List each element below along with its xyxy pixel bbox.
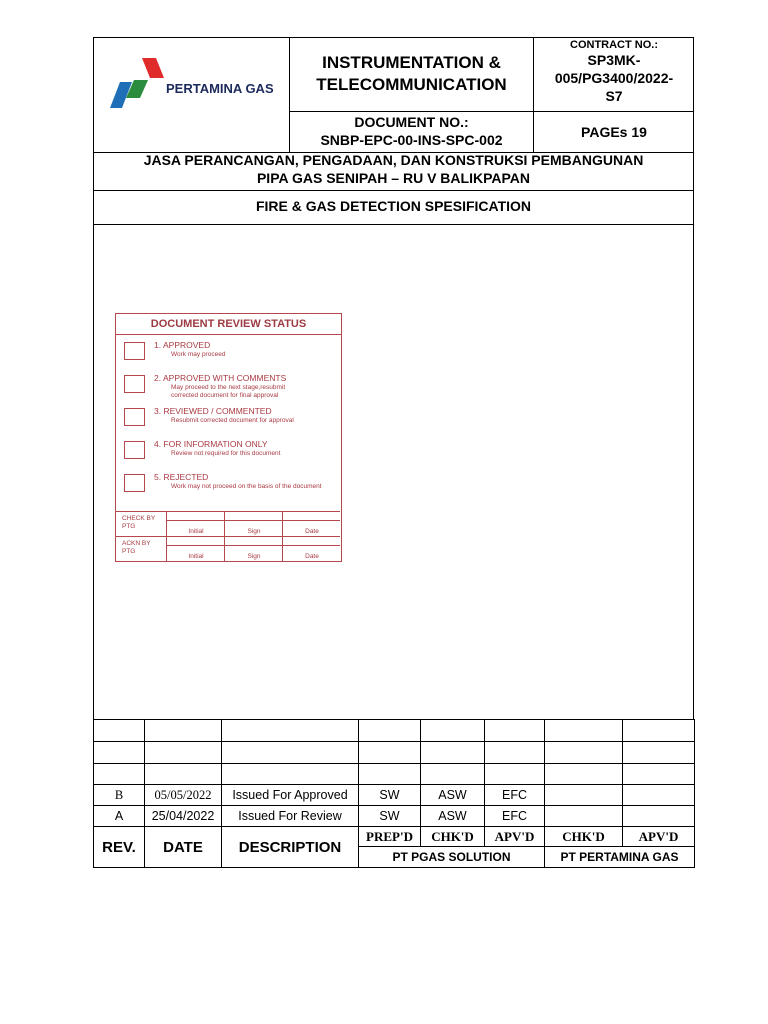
review-option-label: 3. REVIEWED / COMMENTED bbox=[154, 406, 272, 416]
contract-line1: SP3MK- bbox=[587, 52, 641, 68]
date-cell bbox=[282, 537, 341, 561]
review-checkbox bbox=[124, 474, 145, 492]
check-by-row bbox=[116, 511, 340, 536]
document-label: DOCUMENT NO.: bbox=[354, 114, 469, 130]
check-by-label-line1: CHECK BY bbox=[122, 515, 156, 522]
review-option-label: 2. APPROVED WITH COMMENTS bbox=[154, 373, 287, 383]
document-title: FIRE & GAS DETECTION SPESIFICATION bbox=[255, 197, 532, 214]
chkd-cell: ASW bbox=[421, 785, 485, 806]
pertamina-logo-icon bbox=[108, 56, 168, 116]
review-option-note: Resubmit corrected document for approval bbox=[171, 417, 294, 424]
pages-count: PAGEs 19 bbox=[581, 124, 647, 140]
owner-chkd-cell bbox=[545, 806, 623, 827]
apvd-header: APV'D bbox=[485, 827, 545, 847]
check-by-label bbox=[122, 515, 162, 531]
initial-label: Initial bbox=[188, 528, 204, 535]
review-option-note: Review not required for this document bbox=[171, 450, 281, 457]
contract-line2: 005/PG3400/2022- bbox=[554, 70, 674, 86]
prepd-header: PREP'D bbox=[359, 827, 421, 847]
apvd-cell: EFC bbox=[485, 806, 545, 827]
initial-cell bbox=[166, 537, 225, 561]
review-option-label: 4. FOR INFORMATION ONLY bbox=[154, 439, 268, 449]
date-cell: 05/05/2022 bbox=[145, 785, 222, 806]
contract-label: CONTRACT NO.: bbox=[570, 39, 658, 51]
owner-apvd-header: APV'D bbox=[623, 827, 695, 847]
rev-cell: A bbox=[94, 806, 145, 827]
title-bottom-line bbox=[93, 224, 694, 225]
owner-header: PT PERTAMINA GAS bbox=[545, 847, 695, 868]
date-label: Date bbox=[305, 528, 319, 535]
description-cell: Issued For Review bbox=[222, 806, 359, 827]
review-option-label: 1. APPROVED bbox=[154, 340, 211, 350]
date-cell bbox=[282, 512, 341, 536]
review-status-stamp bbox=[115, 313, 342, 562]
table-header-row bbox=[94, 827, 695, 847]
project-name-line1: JASA PERANCANGAN, PENGADAAN, DAN KONSTRUKSI PEMBANGUNAN bbox=[143, 152, 644, 168]
project-name-line2: PIPA GAS SENIPAH – RU V BALIKPAPAN bbox=[256, 170, 531, 186]
review-option-note-line2: corrected document for final approval bbox=[171, 392, 279, 399]
contract-line3: S7 bbox=[605, 88, 623, 104]
sign-label: Sign bbox=[247, 553, 261, 560]
rev-cell: B bbox=[94, 785, 145, 806]
table-row bbox=[94, 720, 695, 742]
ackn-by-row bbox=[116, 536, 340, 561]
review-option-note bbox=[171, 384, 285, 400]
rev-header: REV. bbox=[94, 827, 145, 868]
table-row bbox=[94, 742, 695, 764]
review-option-note: Work may proceed bbox=[171, 351, 226, 358]
prepd-cell: SW bbox=[359, 785, 421, 806]
description-cell: Issued For Approved bbox=[222, 785, 359, 806]
review-checkbox bbox=[124, 342, 145, 360]
sign-cell bbox=[224, 512, 283, 536]
sign-label: Sign bbox=[247, 528, 261, 535]
prepd-cell: SW bbox=[359, 806, 421, 827]
ackn-by-label-line2: PTG bbox=[122, 548, 136, 555]
owner-apvd-cell bbox=[623, 806, 695, 827]
company-logo-text: PERTAMINA GAS bbox=[166, 81, 274, 96]
review-option-note-line1: May proceed to the next stage,resubmit bbox=[171, 384, 286, 391]
sign-cell bbox=[224, 537, 283, 561]
table-row bbox=[94, 785, 695, 806]
header-title-line1: INSTRUMENTATION & bbox=[322, 53, 501, 72]
apvd-cell: EFC bbox=[485, 785, 545, 806]
table-row bbox=[94, 764, 695, 785]
contractor-header: PT PGAS SOLUTION bbox=[359, 847, 545, 868]
review-signoff-grid bbox=[116, 511, 340, 561]
date-header: DATE bbox=[145, 827, 222, 868]
contract-number-block bbox=[534, 37, 694, 111]
review-checkbox bbox=[124, 408, 145, 426]
check-by-label-line2: PTG bbox=[122, 523, 136, 530]
header-title bbox=[290, 52, 533, 96]
header-title-line2: TELECOMMUNICATION bbox=[316, 75, 507, 94]
ackn-by-label-line1: ACKN BY bbox=[122, 540, 151, 547]
review-checkbox bbox=[124, 441, 145, 459]
revision-table bbox=[93, 719, 695, 868]
company-logo bbox=[108, 56, 278, 116]
review-option-label: 5. REJECTED bbox=[154, 472, 209, 482]
owner-chkd-header: CHK'D bbox=[545, 827, 623, 847]
initial-cell bbox=[166, 512, 225, 536]
owner-chkd-cell bbox=[545, 785, 623, 806]
document-number: SNBP-EPC-00-INS-SPC-002 bbox=[320, 132, 503, 148]
date-label: Date bbox=[305, 553, 319, 560]
ackn-by-label bbox=[122, 540, 162, 556]
review-option-note: Work may not proceed on the basis of the document bbox=[171, 483, 322, 490]
review-checkbox bbox=[124, 375, 145, 393]
document-number-block bbox=[290, 112, 533, 152]
chkd-cell: ASW bbox=[421, 806, 485, 827]
description-header: DESCRIPTION bbox=[222, 827, 359, 868]
owner-apvd-cell bbox=[623, 785, 695, 806]
review-stamp-title: DOCUMENT REVIEW STATUS bbox=[116, 314, 341, 335]
initial-label: Initial bbox=[188, 553, 204, 560]
chkd-header: CHK'D bbox=[421, 827, 485, 847]
date-cell: 25/04/2022 bbox=[145, 806, 222, 827]
project-name bbox=[93, 151, 694, 187]
table-row bbox=[94, 806, 695, 827]
